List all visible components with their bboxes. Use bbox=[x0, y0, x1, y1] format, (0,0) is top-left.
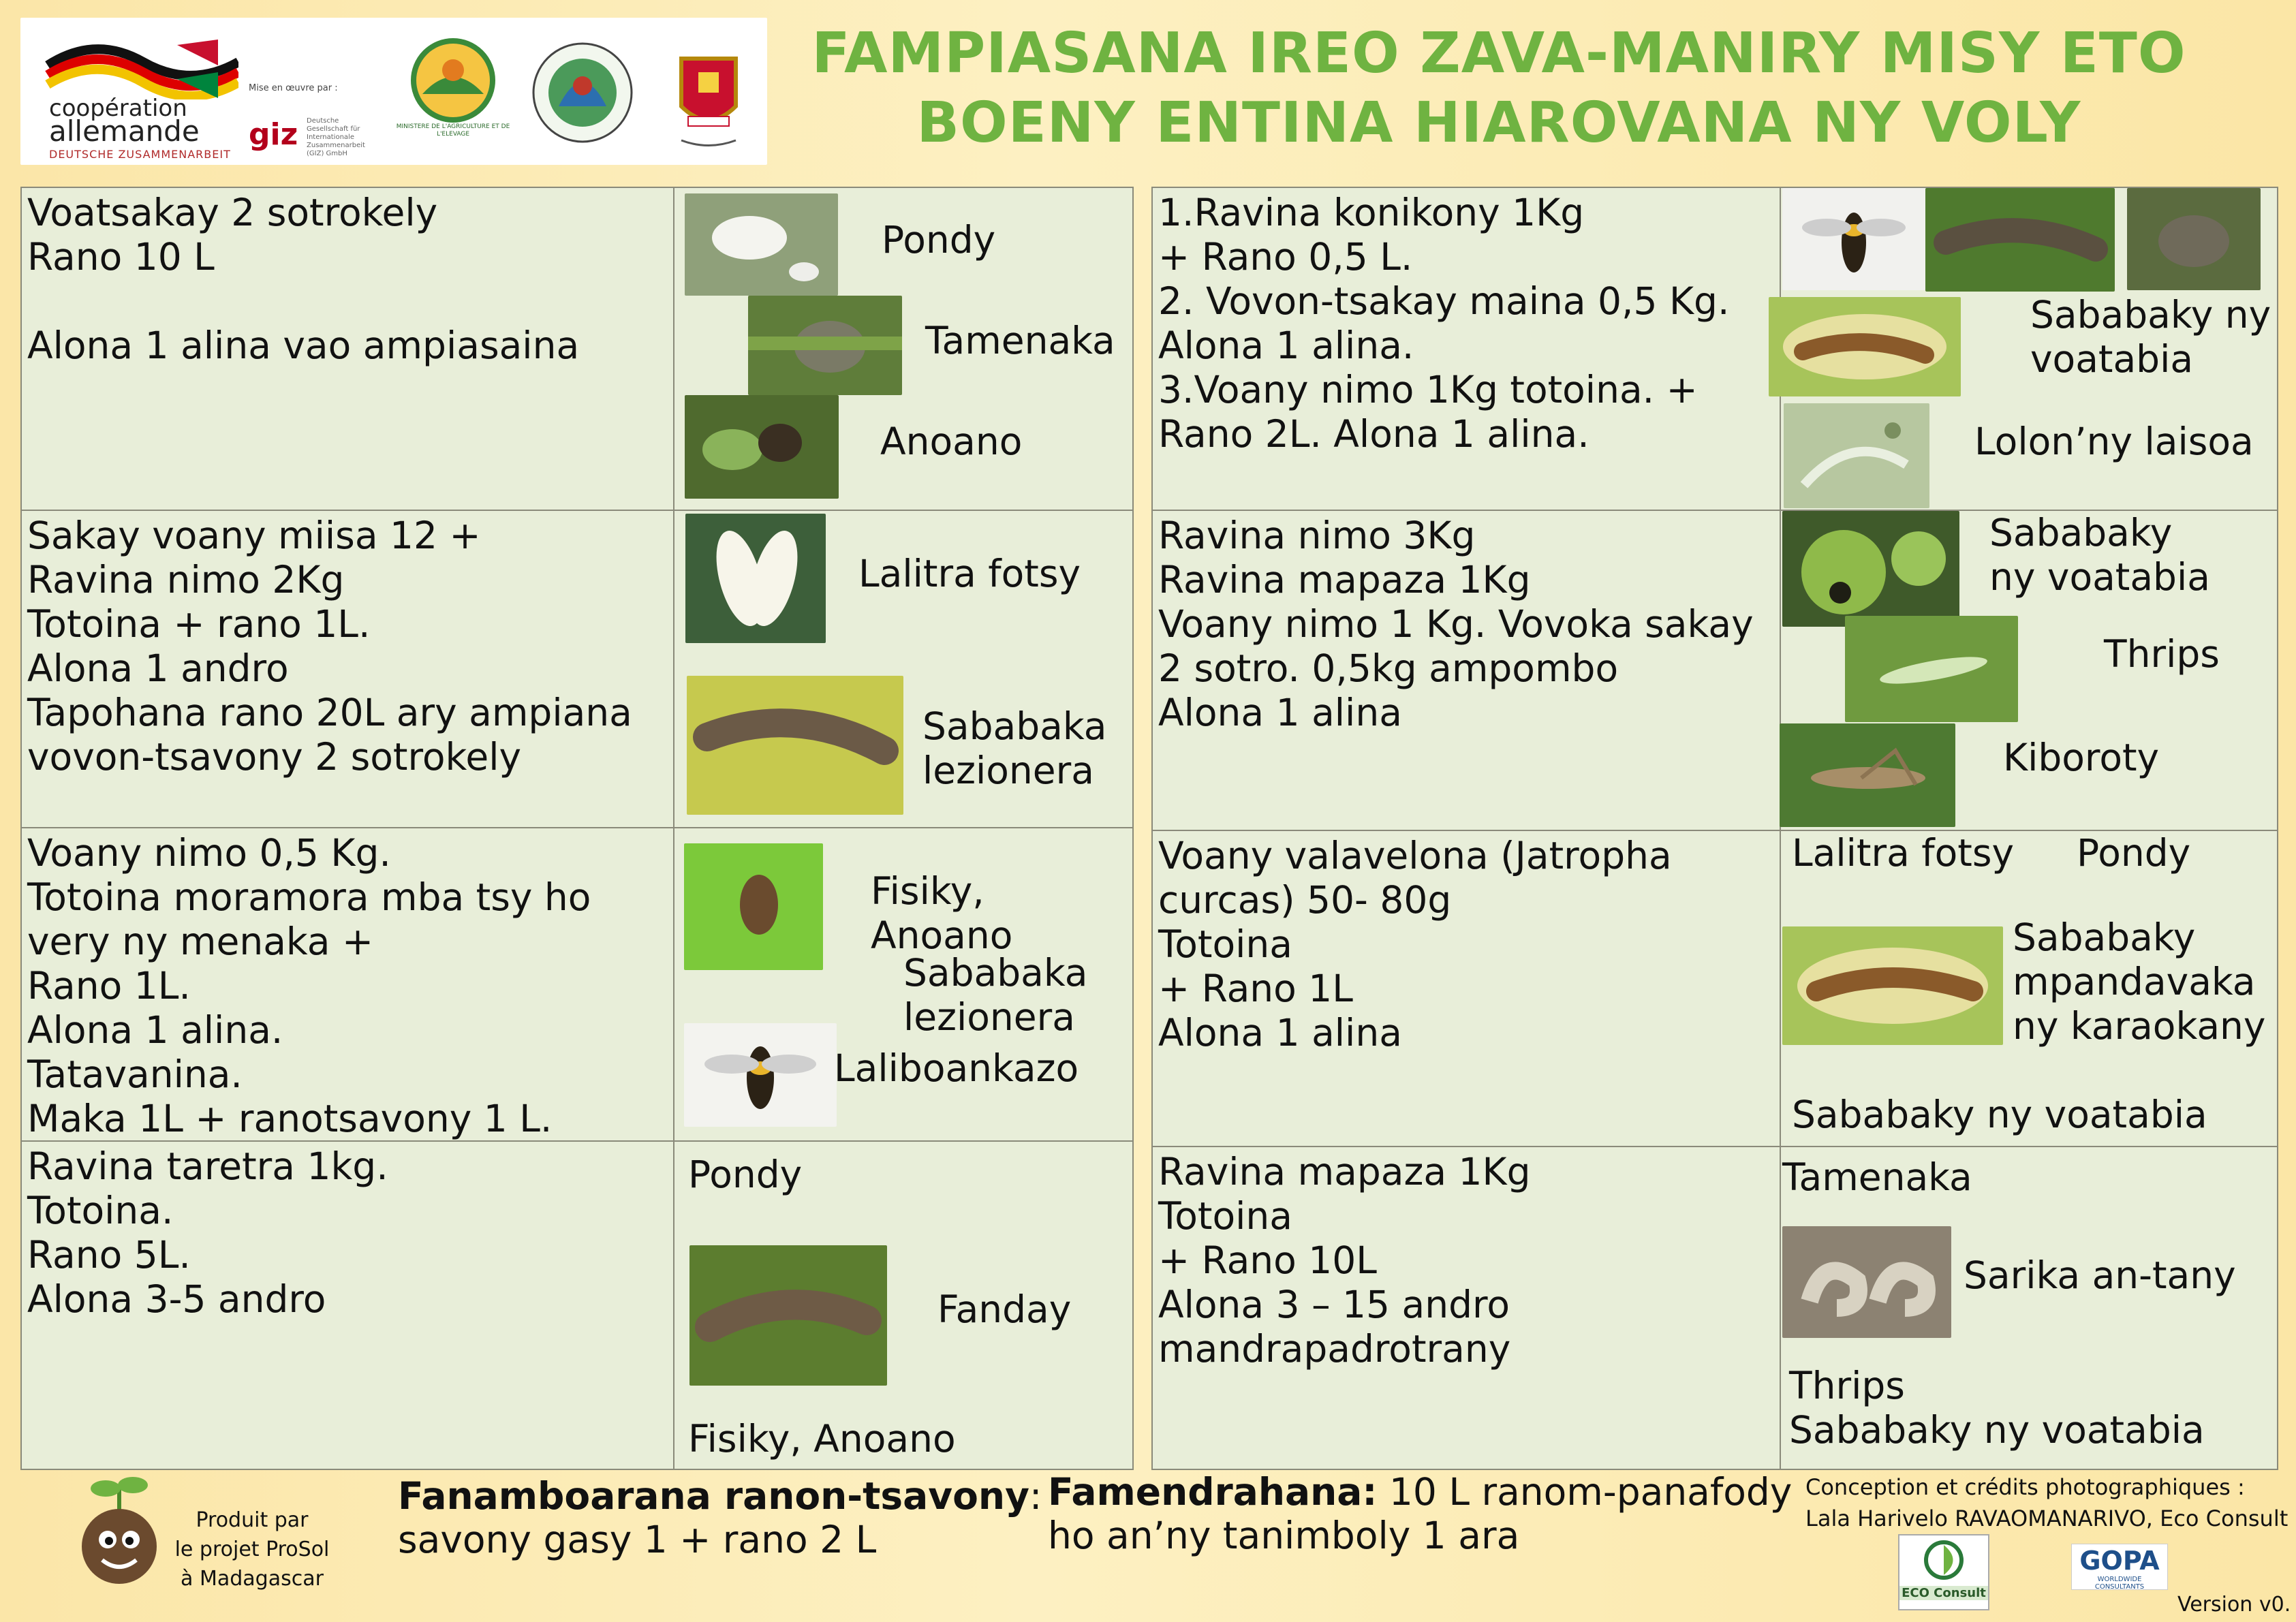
pest-label: Fisiky, Anoano bbox=[688, 1417, 956, 1461]
weevil-photo bbox=[2127, 188, 2261, 290]
eco-consult-logo: ECO Consult bbox=[1898, 1534, 1989, 1610]
caterpillar-photo bbox=[689, 1245, 887, 1386]
pest-label: Pondy bbox=[2077, 831, 2191, 875]
pest-label: Sababaka lezionera bbox=[922, 704, 1107, 792]
fruit-fly-photo bbox=[684, 1023, 837, 1127]
white-grub-photo bbox=[1782, 1226, 1951, 1338]
pod-borer-photo bbox=[1782, 926, 2003, 1045]
pest-label: Kiboroty bbox=[2003, 736, 2160, 779]
eco-leaf-icon bbox=[1914, 1540, 1973, 1580]
page-title: FAMPIASANA IREO ZAVA-MANIRY MISY ETO BOENY ENTINA HIAROVANA NY VOLY bbox=[811, 21, 2186, 155]
pest-label: Lalitra fotsy bbox=[858, 552, 1081, 595]
thrips-photo bbox=[1845, 616, 2018, 722]
logo-banner bbox=[20, 18, 767, 165]
pest-label: Sababaka lezionera bbox=[903, 951, 1088, 1039]
recipe-text: Ravina nimo 3Kg Ravina mapaza 1Kg Voany nimo 1 Kg. Vovoka sakay 2 sotro. 0,5kg ampombo Alona 1 alina bbox=[1158, 514, 1754, 734]
pest-label: Sababaky mpandavaka ny karaokany bbox=[2013, 916, 2266, 1048]
recipe-row-7 bbox=[1153, 831, 2277, 1147]
recipe-text: Voany nimo 0,5 Kg. Totoina moramora mba tsy ho very ny menaka + Rano 1L. Alona 1 alina. Tatavanina. Maka 1L + ranotsavony 1 L. bbox=[27, 831, 591, 1140]
pest-label: Sababaky ny voatabia bbox=[1792, 1093, 2207, 1136]
pest-label: Tamenaka bbox=[925, 319, 1115, 362]
credits-text: Conception et crédits photographiques : Lala Harivelo RAVAOMANARIVO, Eco Consult bbox=[1805, 1474, 2289, 1531]
pest-label: Sababaky ny voatabia bbox=[1989, 511, 2210, 599]
whitefly-photo bbox=[685, 514, 826, 643]
dosage-label: Famendrahana: bbox=[1048, 1470, 1378, 1514]
recipe-row-4 bbox=[22, 1142, 1132, 1469]
fruit-fly-photo bbox=[1782, 188, 1925, 290]
german-cooperation-flag-icon bbox=[41, 38, 238, 99]
pest-label: Lalitra fotsy bbox=[1792, 831, 2015, 875]
gopa-logo: GOPA WORLDWIDE CONSULTANTS bbox=[2071, 1544, 2168, 1590]
pest-label: Sarika an-tany bbox=[1964, 1253, 2236, 1297]
ministry-environment-seal-icon bbox=[528, 38, 637, 147]
pest-label: Sababaky ny voatabia bbox=[2030, 293, 2271, 381]
pest-label: Pondy bbox=[688, 1153, 803, 1196]
pest-label: Fisiky, Anoano bbox=[871, 869, 1013, 957]
tomato-damage-photo bbox=[1782, 511, 1959, 627]
prosol-mascot-icon bbox=[75, 1471, 164, 1587]
pest-label: Tamenaka bbox=[1782, 1155, 1972, 1199]
recipe-row-8 bbox=[1153, 1147, 2277, 1469]
pest-label: Thrips bbox=[2104, 632, 2220, 676]
dosage-note: Famendrahana: 10 L ranom-panafody ho an’ny tanimboly 1 ara bbox=[1048, 1470, 1793, 1557]
beetle-photo bbox=[684, 843, 823, 970]
recipe-row-5 bbox=[1153, 188, 2277, 511]
pest-label: Laliboankazo bbox=[834, 1046, 1079, 1090]
tomato-fruitworm-photo bbox=[1769, 297, 1961, 396]
giz-logo: giz bbox=[249, 117, 298, 152]
recipe-text: Voany valavelona (Jatropha curcas) 50- 80g Totoina + Rano 1L Alona 1 alina bbox=[1158, 834, 1672, 1055]
right-recipe-table bbox=[1151, 187, 2278, 1470]
giz-prefix: Mise en œuvre par : bbox=[249, 83, 338, 93]
grasshopper-photo bbox=[1780, 723, 1955, 827]
recipe-row-2 bbox=[22, 511, 1132, 828]
left-recipe-table bbox=[20, 187, 1134, 1470]
giz-subtitle: Deutsche Gesellschaft für Internationale Zusammenarbeit (GIZ) GmbH bbox=[307, 117, 365, 157]
recipe-row-1 bbox=[22, 188, 1132, 511]
aphid-photo bbox=[748, 296, 902, 395]
soap-preparation-note: Fanamboarana ranon-tsavony: savony gasy 1 + rano 2 L bbox=[398, 1474, 1042, 1561]
recipe-text: Ravina taretra 1kg. Totoina. Rano 5L. Alona 3-5 andro bbox=[27, 1144, 388, 1321]
mealybug-photo bbox=[685, 193, 838, 296]
recipe-row-6 bbox=[1153, 511, 2277, 831]
recipe-row-3 bbox=[22, 828, 1132, 1142]
version-text: Version v0. bbox=[2177, 1593, 2291, 1617]
dosage-value: ho an’ny tanimboly 1 ara bbox=[1048, 1514, 1520, 1557]
pest-label: Thrips Sababaky ny voatabia bbox=[1789, 1364, 2205, 1452]
pest-label: Lolon’ny laisoa bbox=[1974, 420, 2254, 463]
soap-preparation-value: savony gasy 1 + rano 2 L bbox=[398, 1518, 877, 1561]
soap-preparation-label: Fanamboarana ranon-tsavony bbox=[398, 1474, 1029, 1518]
cooperation-allemande-wordmark: coopération allemande DEUTSCHE ZUSAMMENARBEIT bbox=[49, 95, 231, 161]
recipe-text: Voatsakay 2 sotrokely Rano 10 L Alona 1 alina vao ampiasaina bbox=[27, 191, 580, 367]
pest-label: Fanday bbox=[937, 1288, 1072, 1331]
recipe-text: Sakay voany miisa 12 + Ravina nimo 2Kg Totoina + rano 1L. Alona 1 andro Tapohana rano 20L ary ampiana vovon-tsavony 2 sotrokely bbox=[27, 514, 632, 779]
recipe-text: Ravina mapaza 1Kg Totoina + Rano 10L Alona 3 – 15 andro mandrapadrotrany bbox=[1158, 1150, 1531, 1371]
armyworm-photo bbox=[687, 676, 903, 815]
pest-label: Pondy bbox=[882, 218, 996, 262]
caterpillar-photo bbox=[1925, 188, 2115, 292]
pest-label: Anoano bbox=[880, 420, 1023, 463]
produced-by-text: Produit par le projet ProSol à Madagascar bbox=[174, 1508, 330, 1591]
leafminer-photo bbox=[1784, 403, 1929, 508]
stink-bug-photo bbox=[685, 395, 839, 499]
recipe-text: 1.Ravina konikony 1Kg + Rano 0,5 L. 2. Vovon-tsakay maina 0,5 Kg. Alona 1 alina. 3.Voany nimo 1Kg totoina. + Rano 2L. Alona 1 alina. bbox=[1158, 191, 1730, 456]
region-boeny-shield-icon bbox=[668, 52, 749, 154]
ministry-name: MINISTERE DE L'AGRICULTURE ET DE L'ELEVAGE bbox=[396, 123, 510, 138]
